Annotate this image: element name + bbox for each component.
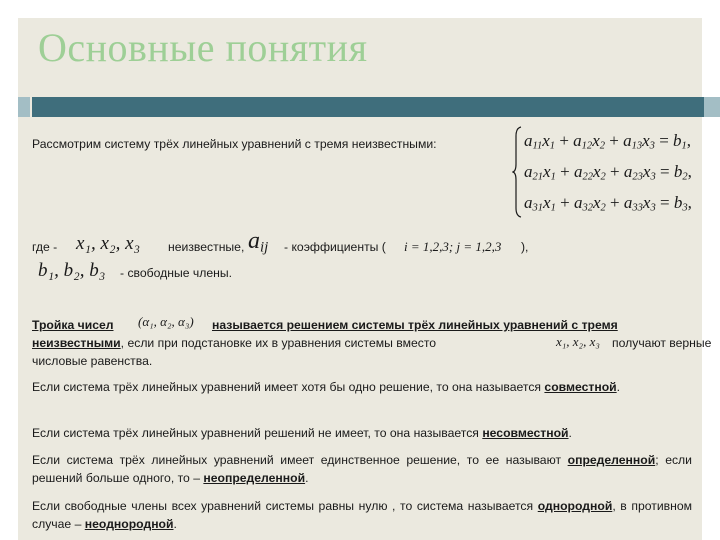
definition-line-2: неизвестными, если при подстановке их в уравнения системы вместо bbox=[32, 336, 437, 350]
index-close: ), bbox=[521, 240, 529, 254]
inhomogeneous-term: неоднородной bbox=[84, 517, 174, 531]
accent-square-left bbox=[18, 97, 30, 117]
coefficient-symbol: $a_{ij}$ bbox=[248, 228, 269, 256]
consistent-paragraph: Если система трёх линейных уравнений имеет хотя бы одно решение, то она называется совместной. bbox=[32, 380, 621, 394]
slide-title: Основные понятия bbox=[38, 25, 368, 70]
accent-bar bbox=[32, 97, 704, 117]
homogeneous-term: однородной bbox=[537, 499, 613, 513]
definition-lead: Тройка чисел bbox=[32, 318, 114, 332]
system-brace bbox=[512, 126, 522, 218]
accent-square-right bbox=[704, 97, 720, 117]
index-range: i = 1,2,3; j = 1,2,3 bbox=[404, 239, 502, 254]
determinate-term: определенной bbox=[567, 453, 656, 467]
intro-text: Рассмотрим систему трёх линейных уравнений с тремя неизвестными: bbox=[32, 137, 437, 151]
consistent-term: совместной bbox=[544, 380, 617, 394]
solution-triple: (α₁, α₂, α₃) bbox=[138, 314, 194, 329]
homogeneous-paragraph: Если свободные члены всех уравнений системы равны нулю , то система называется однородной, в противном случае – неоднородной. bbox=[32, 499, 692, 531]
equation-row-3: $a_{31}x_1 + a_{32}x_2 + a_{33}x_3 = b_3$, bbox=[524, 193, 692, 214]
inconsistent-paragraph: Если система трёх линейных уравнений решений не имеет, то она называется несовместной. bbox=[32, 426, 572, 440]
where-label: где - bbox=[32, 240, 58, 254]
definition-line-2b: получают верные bbox=[612, 336, 712, 350]
unknowns-symbols: x₁, x₂, x₃ bbox=[76, 233, 141, 254]
definition-line-3: числовые равенства. bbox=[32, 354, 153, 368]
determinate-paragraph: Если система трёх линейных уравнений имеет единственное решение, то ее называют определенной; если решений больше одного, то – неопределенной. bbox=[32, 453, 692, 485]
free-terms-symbols: b₁, b₂, b₃ bbox=[38, 260, 106, 281]
definition-vars: x₁, x₂, x₃ bbox=[556, 334, 600, 349]
definition-bold-1: называется решением системы трёх линейных уравнений с тремя bbox=[212, 318, 618, 332]
inconsistent-term: несовместной bbox=[482, 426, 569, 440]
free-terms-text: - свободные члены. bbox=[120, 266, 233, 280]
coefficients-text: - коэффициенты ( bbox=[284, 240, 386, 254]
equation-row-1: $a_{11}x_1 + a_{12}x_2 + a_{13}x_3 = b_1$, bbox=[524, 131, 692, 152]
equation-row-2: $a_{21}x_1 + a_{22}x_2 + a_{23}x_3 = b_2$, bbox=[524, 162, 692, 183]
unknowns-text: неизвестные, bbox=[168, 240, 245, 254]
indeterminate-term: неопределенной bbox=[203, 471, 306, 485]
